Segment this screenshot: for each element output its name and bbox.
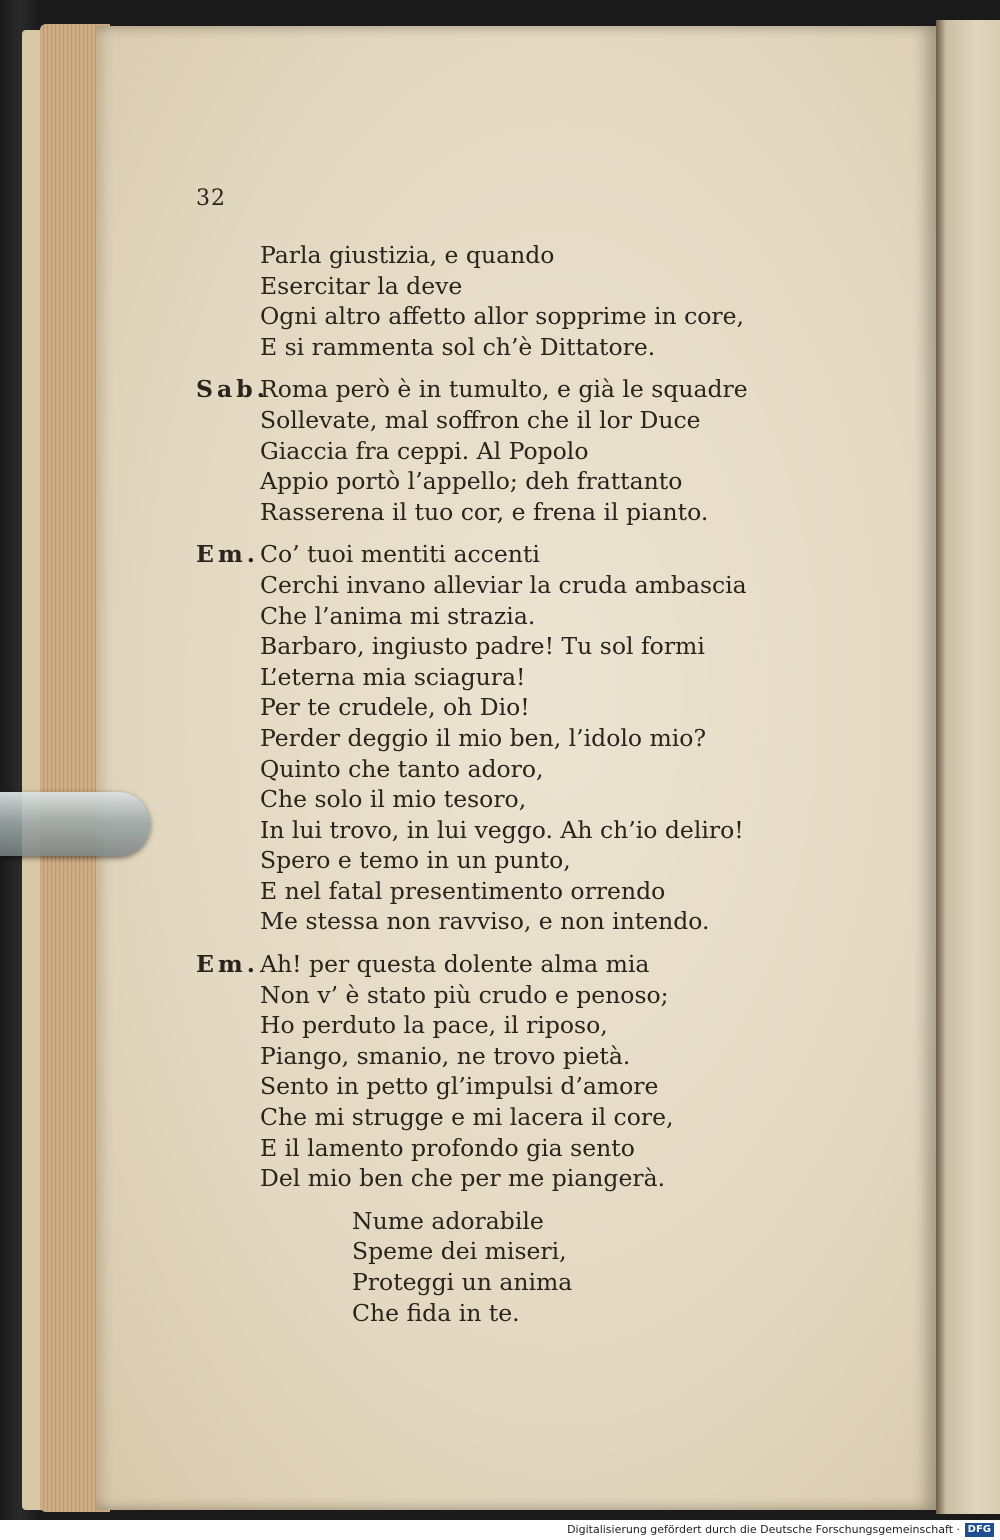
verse-text: Che mi strugge e mi lacera il core, <box>260 1103 674 1132</box>
verse-text: Ogni altro affetto allor sopprime in core, <box>260 302 745 331</box>
verse-line <box>196 332 896 363</box>
dfg-logo: DFG <box>965 1523 994 1537</box>
verse-text: Spero e temo in un punto, <box>260 846 571 875</box>
verse-line <box>196 876 896 907</box>
verse-text: Del mio ben che per me piangerà. <box>260 1164 666 1193</box>
verse-text: Esercitar la deve <box>260 271 463 300</box>
stanza <box>196 949 896 1194</box>
verse-line <box>196 692 896 723</box>
glass-page-clip <box>0 792 150 856</box>
verse-text: Sollevate, mal soffron che il lor Duce <box>260 405 701 434</box>
verse-text: Che fida in te. <box>352 1298 520 1327</box>
verse-line <box>196 436 896 467</box>
verse-text: Nume adorabile <box>352 1206 544 1235</box>
verse-line <box>196 754 896 785</box>
verse-line <box>196 662 896 693</box>
verse-line <box>196 1298 896 1329</box>
verse-text: Piango, smanio, ne trovo pietà. <box>260 1041 631 1070</box>
verse-line <box>196 845 896 876</box>
verse-line <box>196 1041 896 1072</box>
speaker-label: Em. <box>196 540 259 569</box>
libretto-text <box>196 240 896 1340</box>
verse-text: Sento in petto gl’impulsi d’amore <box>260 1072 659 1101</box>
stanza <box>196 539 896 937</box>
verse-text: Quinto che tanto adoro, <box>260 754 544 783</box>
verse-text: Che l’anima mi strazia. <box>260 601 536 630</box>
verse-line <box>196 374 896 405</box>
verse-line <box>196 980 896 1011</box>
verse-line <box>196 1163 896 1194</box>
verse-line <box>196 1206 896 1237</box>
verse-text: L’eterna mia sciagura! <box>260 662 526 691</box>
verse-line <box>196 1236 896 1267</box>
verse-text: Parla giustizia, e quando <box>260 241 555 269</box>
verse-text: Proteggi un anima <box>352 1268 573 1296</box>
verse-text: Ah! per questa dolente alma mia <box>260 950 650 979</box>
verse-line <box>196 1102 896 1133</box>
verse-text: Cerchi invano alleviar la cruda ambascia <box>260 570 747 599</box>
verse-line <box>196 1133 896 1164</box>
verse-line <box>196 271 896 302</box>
verse-text: Che solo il mio tesoro, <box>260 785 527 814</box>
speaker-label: Em. <box>196 950 259 979</box>
verse-line <box>196 1071 896 1102</box>
verse-text: Speme dei miseri, <box>352 1237 567 1266</box>
verse-line <box>196 1010 896 1041</box>
verse-line <box>196 601 896 632</box>
stanza <box>196 240 896 362</box>
verse-text: E nel fatal presentimento orrendo <box>260 876 666 905</box>
verse-text: In lui trovo, in lui veggo. Ah ch’io deliro! <box>260 815 744 844</box>
verse-line <box>196 301 896 332</box>
verse-text: Perder deggio il mio ben, l’idolo mio? <box>260 723 707 752</box>
stanza <box>196 1206 896 1328</box>
verse-text: Giaccia fra ceppi. Al Popolo <box>260 436 589 465</box>
verse-line <box>196 631 896 662</box>
facing-page-edge <box>936 20 1000 1514</box>
footer-credit: Digitalisierung gefördert durch die Deutsche Forschungsgemeinschaft · <box>567 1523 960 1536</box>
verse-text: Me stessa non ravviso, e non intendo. <box>260 907 710 936</box>
verse-line <box>196 539 896 570</box>
verse-line <box>196 784 896 815</box>
verse-text: Non v’ è stato più crudo e penoso; <box>260 980 669 1009</box>
verse-text: Co’ tuoi mentiti accenti <box>260 540 540 569</box>
verse-line <box>196 405 896 436</box>
verse-text: Per te crudele, oh Dio! <box>260 693 530 722</box>
verse-line <box>196 906 896 937</box>
verse-text: Barbaro, ingiusto padre! Tu sol formi <box>260 632 705 661</box>
verse-line <box>196 815 896 846</box>
verse-text: E il lamento profondo gia sento <box>260 1133 635 1162</box>
verse-line <box>196 949 896 980</box>
verse-line <box>196 497 896 528</box>
verse-text: Rasserena il tuo cor, e frena il pianto. <box>260 497 709 526</box>
page-number: 32 <box>196 186 226 211</box>
verse-text: E si rammenta sol ch’è Dittatore. <box>260 332 656 361</box>
verse-line <box>196 240 896 271</box>
verse-text: Roma però è in tumulto, e già le squadre <box>260 375 748 404</box>
verse-line <box>196 723 896 754</box>
verse-text: Appio portò l’appello; deh frattanto <box>260 467 683 496</box>
verse-line <box>196 466 896 497</box>
verse-text: Ho perduto la pace, il riposo, <box>260 1011 608 1040</box>
stanza <box>196 374 896 527</box>
verse-line <box>196 1267 896 1298</box>
speaker-label: Sab. <box>196 375 269 404</box>
verse-line <box>196 570 896 601</box>
